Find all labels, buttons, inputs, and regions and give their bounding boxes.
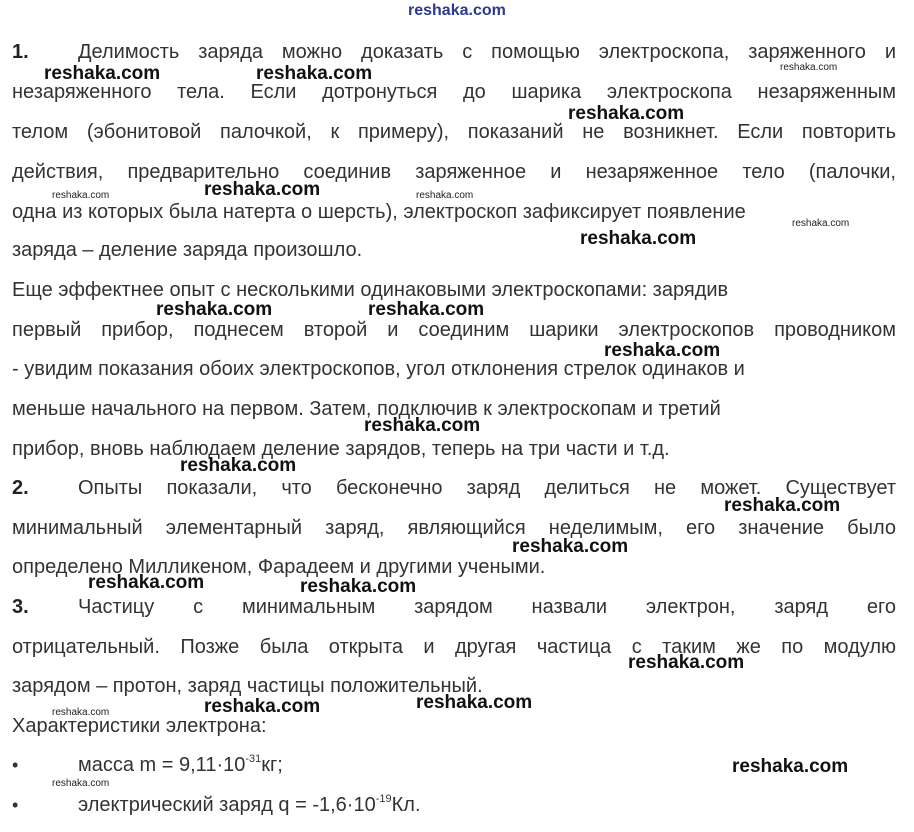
bullet-icon: •: [12, 755, 19, 775]
p3-line-3: зарядом – протон, заряд частицы положительный.: [12, 675, 483, 697]
p1-line-5: одна из которых была натерта о шерсть), электроскоп зафиксирует появление: [12, 201, 746, 223]
p1-line-8: первый прибор, поднесем второй и соединим шарики электроскопов проводником: [12, 319, 896, 341]
watermark: reshaka.com: [204, 179, 321, 200]
p2-line-1: 2. Опыты показали, что бесконечно заряд делиться не может. Существует: [12, 477, 896, 499]
p1-line-4: действия, предварительно соединив заряженное и незаряженное тело (палочки,: [12, 161, 896, 183]
watermark-small: reshaka.com: [416, 190, 474, 201]
watermark: reshaka.com: [628, 652, 745, 673]
watermark: reshaka.com: [44, 63, 161, 84]
p1-line-2: незаряженного тела. Если дотронуться до шарика электроскопа незаряженным: [12, 81, 896, 103]
watermark: reshaka.com: [580, 228, 697, 249]
p3-line-1: 3. Частицу с минимальным зарядом назвали электрон, заряд его: [12, 596, 896, 618]
watermark: reshaka.com: [256, 63, 373, 84]
watermark: reshaka.com: [204, 696, 321, 717]
p1-line-9: - увидим показания обоих электроскопов, угол отклонения стрелок одинаков и: [12, 358, 745, 380]
p3-line-2: отрицательный. Позже была открыта и другая частица с таким же по модулю: [12, 636, 896, 658]
bullet-icon: •: [12, 795, 19, 815]
header-watermark: reshaka.com: [408, 2, 506, 19]
p1-line-3: телом (эбонитовой палочкой, к примеру), показаний не возникнет. Если повторить: [12, 121, 896, 143]
p2-line-2: минимальный элементарный заряд, являющийся неделимым, его значение было: [12, 517, 896, 539]
watermark-small: reshaka.com: [792, 218, 850, 229]
p1-line-11: прибор, вновь наблюдаем деление зарядов, теперь на три части и т.д.: [12, 438, 670, 460]
watermark-small: reshaka.com: [52, 778, 110, 789]
p1-line-10: меньше начального на первом. Затем, подключив к электроскопам и третий: [12, 398, 721, 420]
watermark: reshaka.com: [416, 692, 533, 713]
watermark: reshaka.com: [364, 415, 481, 436]
p1-line-1: 1. Делимость заряда можно доказать с помощью электроскопа, заряженного и: [12, 41, 896, 63]
bullet-mass: • масса $m = 9,11\cdot 10^{-31}кг$;: [12, 753, 283, 776]
watermark: reshaka.com: [368, 299, 485, 320]
watermark: reshaka.com: [300, 576, 417, 597]
watermark: reshaka.com: [512, 536, 629, 557]
watermark-small: reshaka.com: [52, 707, 110, 718]
watermark: reshaka.com: [180, 455, 297, 476]
watermark: reshaka.com: [724, 495, 841, 516]
p3-number: 3.: [12, 596, 29, 618]
watermark-small: reshaka.com: [780, 62, 838, 73]
watermark: reshaka.com: [732, 756, 849, 777]
p1-number: 1.: [12, 41, 29, 63]
p1-line-7: Еще эффектнее опыт с несколькими одинаковыми электроскопами: зарядив: [12, 279, 729, 301]
watermark: reshaka.com: [604, 340, 721, 361]
p1-line-6: заряда – деление заряда произошло.: [12, 239, 363, 261]
watermark: reshaka.com: [156, 299, 273, 320]
watermark-small: reshaka.com: [52, 190, 110, 201]
watermark: reshaka.com: [568, 103, 685, 124]
bullet-charge: • электрический заряд $q = -1,6\cdot 10^{-19}Кл$.: [12, 793, 421, 816]
watermark: reshaka.com: [88, 572, 205, 593]
p2-line-3: определено Милликеном, Фарадеем и другими учеными.: [12, 556, 546, 578]
p2-number: 2.: [12, 477, 29, 499]
p3-line-4: Характеристики электрона:: [12, 715, 267, 737]
